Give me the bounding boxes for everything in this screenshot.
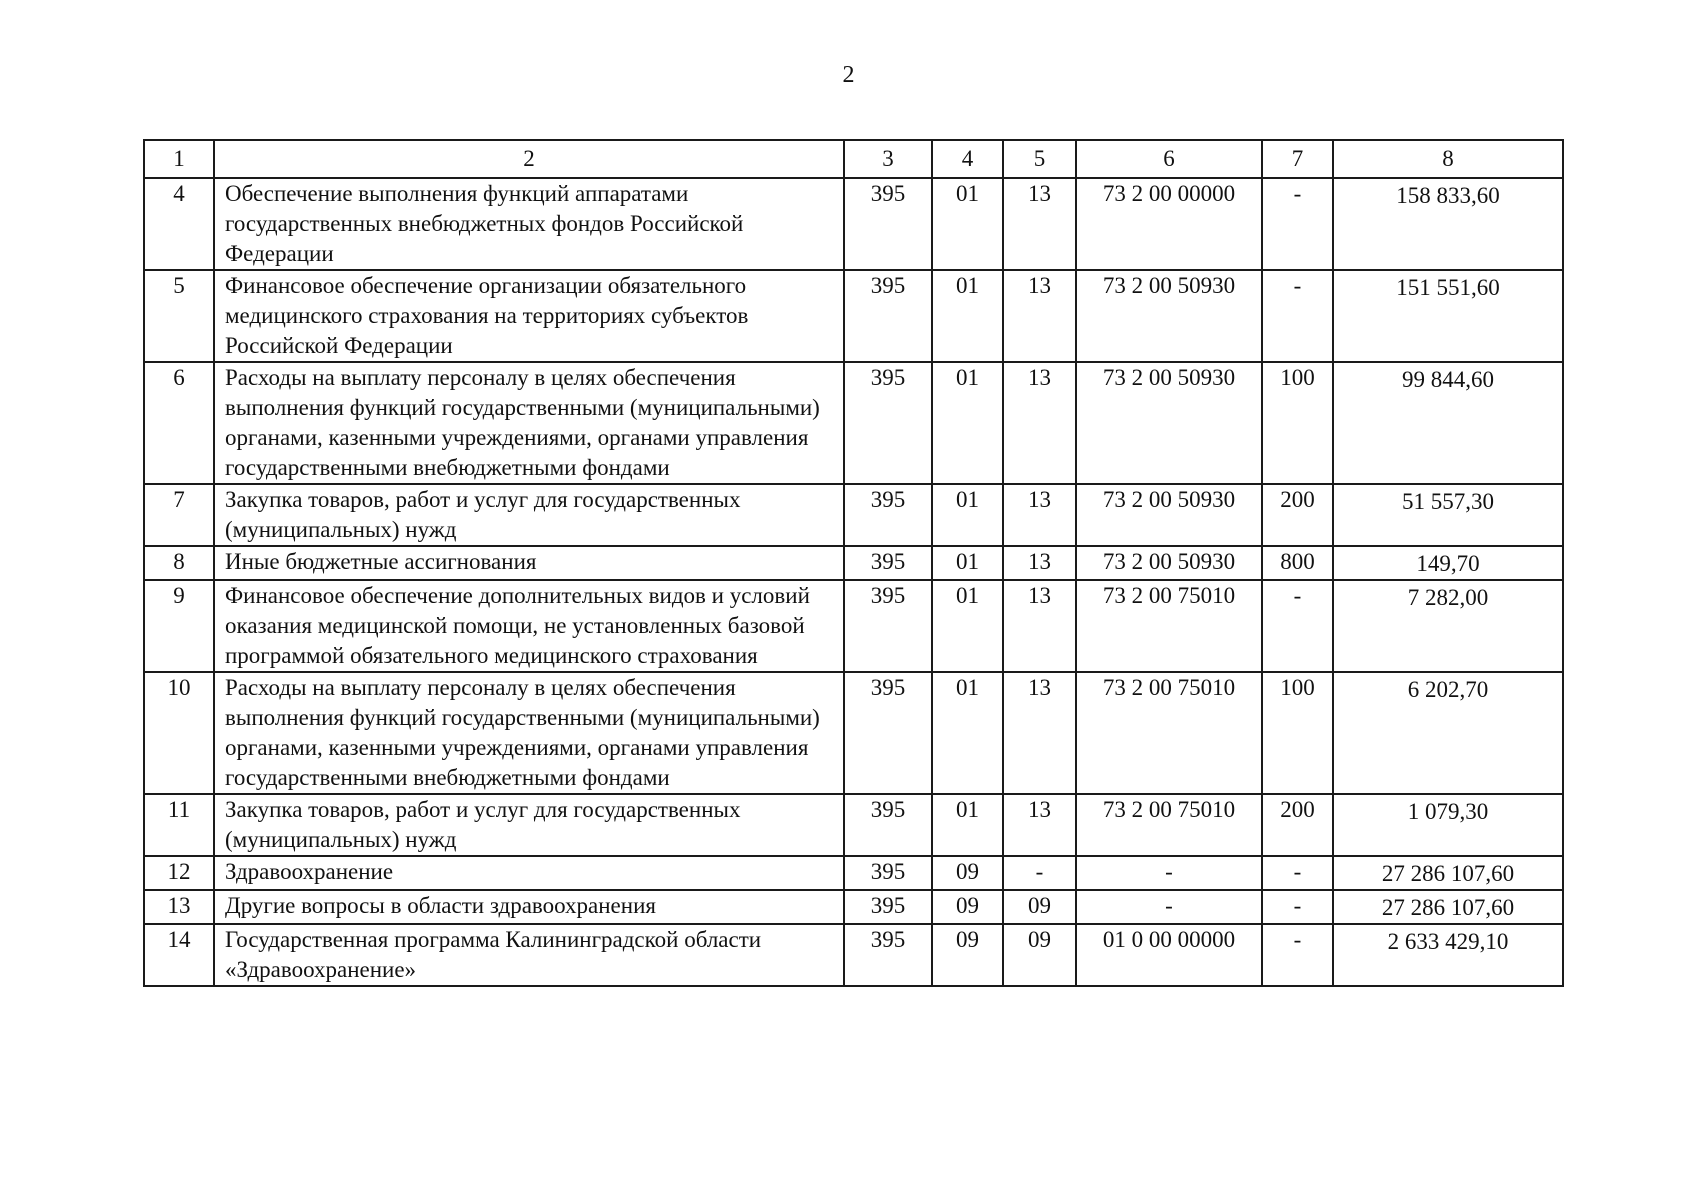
row-name-cell: Закупка товаров, работ и услуг для государственных (муниципальных) нужд bbox=[214, 794, 844, 856]
subsection-code-cell: 13 bbox=[1003, 178, 1076, 270]
row-number-cell: 14 bbox=[144, 924, 214, 986]
row-name-cell: Финансовое обеспечение организации обязательного медицинского страхования на территориях субъектов Российской Федерации bbox=[214, 270, 844, 362]
subsection-code-cell: 13 bbox=[1003, 794, 1076, 856]
row-name-cell: Иные бюджетные ассигнования bbox=[214, 546, 844, 580]
expense-type-cell: - bbox=[1262, 270, 1333, 362]
column-header: 8 bbox=[1333, 140, 1563, 178]
row-name-cell: Расходы на выплату персоналу в целях обеспечения выполнения функций государственными (муниципальными) органами, казенными учреждениями, органами управления государственными внебюджетными фондами bbox=[214, 362, 844, 484]
ministry-code-cell: 395 bbox=[844, 484, 932, 546]
subsection-code-cell: 13 bbox=[1003, 580, 1076, 672]
section-code-cell: 01 bbox=[932, 546, 1003, 580]
row-number-cell: 4 bbox=[144, 178, 214, 270]
target-article-cell: 73 2 00 75010 bbox=[1076, 672, 1262, 794]
row-number-cell: 6 bbox=[144, 362, 214, 484]
target-article-cell: - bbox=[1076, 890, 1262, 924]
section-code-cell: 01 bbox=[932, 178, 1003, 270]
amount-cell: 151 551,60 bbox=[1333, 270, 1563, 362]
target-article-cell: 73 2 00 75010 bbox=[1076, 580, 1262, 672]
table-row bbox=[144, 178, 1563, 270]
row-number-cell: 5 bbox=[144, 270, 214, 362]
amount-cell: 1 079,30 bbox=[1333, 794, 1563, 856]
table-row bbox=[144, 580, 1563, 672]
row-number-cell: 13 bbox=[144, 890, 214, 924]
target-article-cell: 73 2 00 75010 bbox=[1076, 794, 1262, 856]
ministry-code-cell: 395 bbox=[844, 270, 932, 362]
amount-cell: 6 202,70 bbox=[1333, 672, 1563, 794]
row-name-cell: Здравоохранение bbox=[214, 856, 844, 890]
table-row bbox=[144, 794, 1563, 856]
table-body bbox=[144, 140, 1563, 986]
target-article-cell: 73 2 00 00000 bbox=[1076, 178, 1262, 270]
expense-type-cell: 200 bbox=[1262, 484, 1333, 546]
table-header-row bbox=[144, 140, 1563, 178]
row-name-cell: Другие вопросы в области здравоохранения bbox=[214, 890, 844, 924]
section-code-cell: 01 bbox=[932, 484, 1003, 546]
subsection-code-cell: 13 bbox=[1003, 546, 1076, 580]
subsection-code-cell: 13 bbox=[1003, 484, 1076, 546]
section-code-cell: 01 bbox=[932, 794, 1003, 856]
ministry-code-cell: 395 bbox=[844, 924, 932, 986]
target-article-cell: 73 2 00 50930 bbox=[1076, 270, 1262, 362]
expense-type-cell: 100 bbox=[1262, 672, 1333, 794]
ministry-code-cell: 395 bbox=[844, 794, 932, 856]
section-code-cell: 09 bbox=[932, 890, 1003, 924]
ministry-code-cell: 395 bbox=[844, 856, 932, 890]
ministry-code-cell: 395 bbox=[844, 672, 932, 794]
section-code-cell: 01 bbox=[932, 270, 1003, 362]
table-row bbox=[144, 672, 1563, 794]
table-row bbox=[144, 484, 1563, 546]
table-row bbox=[144, 924, 1563, 986]
expense-type-cell: 200 bbox=[1262, 794, 1333, 856]
row-name-cell: Расходы на выплату персоналу в целях обеспечения выполнения функций государственными (муниципальными) органами, казенными учреждениями, органами управления государственными внебюджетными фондами bbox=[214, 672, 844, 794]
ministry-code-cell: 395 bbox=[844, 890, 932, 924]
section-code-cell: 01 bbox=[932, 580, 1003, 672]
row-name-cell: Обеспечение выполнения функций аппаратами государственных внебюджетных фондов Российской Федерации bbox=[214, 178, 844, 270]
table-row bbox=[144, 270, 1563, 362]
table-row bbox=[144, 546, 1563, 580]
amount-cell: 27 286 107,60 bbox=[1333, 890, 1563, 924]
row-number-cell: 8 bbox=[144, 546, 214, 580]
subsection-code-cell: 13 bbox=[1003, 362, 1076, 484]
subsection-code-cell: - bbox=[1003, 856, 1076, 890]
column-header: 4 bbox=[932, 140, 1003, 178]
amount-cell: 99 844,60 bbox=[1333, 362, 1563, 484]
expense-type-cell: 800 bbox=[1262, 546, 1333, 580]
amount-cell: 149,70 bbox=[1333, 546, 1563, 580]
row-number-cell: 10 bbox=[144, 672, 214, 794]
row-number-cell: 9 bbox=[144, 580, 214, 672]
row-number-cell: 11 bbox=[144, 794, 214, 856]
amount-cell: 51 557,30 bbox=[1333, 484, 1563, 546]
row-name-cell: Финансовое обеспечение дополнительных видов и условий оказания медицинской помощи, не установленных базовой программой обязательного медицинского страхования bbox=[214, 580, 844, 672]
target-article-cell: - bbox=[1076, 856, 1262, 890]
table-row bbox=[144, 362, 1563, 484]
subsection-code-cell: 09 bbox=[1003, 890, 1076, 924]
row-name-cell: Государственная программа Калининградской области «Здравоохранение» bbox=[214, 924, 844, 986]
target-article-cell: 73 2 00 50930 bbox=[1076, 546, 1262, 580]
table-row bbox=[144, 856, 1563, 890]
column-header: 6 bbox=[1076, 140, 1262, 178]
subsection-code-cell: 13 bbox=[1003, 270, 1076, 362]
section-code-cell: 01 bbox=[932, 362, 1003, 484]
expense-type-cell: 100 bbox=[1262, 362, 1333, 484]
subsection-code-cell: 13 bbox=[1003, 672, 1076, 794]
amount-cell: 158 833,60 bbox=[1333, 178, 1563, 270]
expense-type-cell: - bbox=[1262, 178, 1333, 270]
expense-type-cell: - bbox=[1262, 890, 1333, 924]
section-code-cell: 01 bbox=[932, 672, 1003, 794]
expense-type-cell: - bbox=[1262, 924, 1333, 986]
ministry-code-cell: 395 bbox=[844, 546, 932, 580]
amount-cell: 27 286 107,60 bbox=[1333, 856, 1563, 890]
ministry-code-cell: 395 bbox=[844, 362, 932, 484]
row-number-cell: 7 bbox=[144, 484, 214, 546]
target-article-cell: 01 0 00 00000 bbox=[1076, 924, 1262, 986]
column-header: 3 bbox=[844, 140, 932, 178]
subsection-code-cell: 09 bbox=[1003, 924, 1076, 986]
section-code-cell: 09 bbox=[932, 856, 1003, 890]
column-header: 2 bbox=[214, 140, 844, 178]
budget-table bbox=[143, 139, 1564, 987]
ministry-code-cell: 395 bbox=[844, 580, 932, 672]
amount-cell: 7 282,00 bbox=[1333, 580, 1563, 672]
column-header: 5 bbox=[1003, 140, 1076, 178]
ministry-code-cell: 395 bbox=[844, 178, 932, 270]
row-name-cell: Закупка товаров, работ и услуг для государственных (муниципальных) нужд bbox=[214, 484, 844, 546]
table-row bbox=[144, 890, 1563, 924]
target-article-cell: 73 2 00 50930 bbox=[1076, 362, 1262, 484]
row-number-cell: 12 bbox=[144, 856, 214, 890]
column-header: 7 bbox=[1262, 140, 1333, 178]
column-header: 1 bbox=[144, 140, 214, 178]
page-number: 2 bbox=[842, 62, 855, 88]
amount-cell: 2 633 429,10 bbox=[1333, 924, 1563, 986]
target-article-cell: 73 2 00 50930 bbox=[1076, 484, 1262, 546]
expense-type-cell: - bbox=[1262, 580, 1333, 672]
section-code-cell: 09 bbox=[932, 924, 1003, 986]
expense-type-cell: - bbox=[1262, 856, 1333, 890]
